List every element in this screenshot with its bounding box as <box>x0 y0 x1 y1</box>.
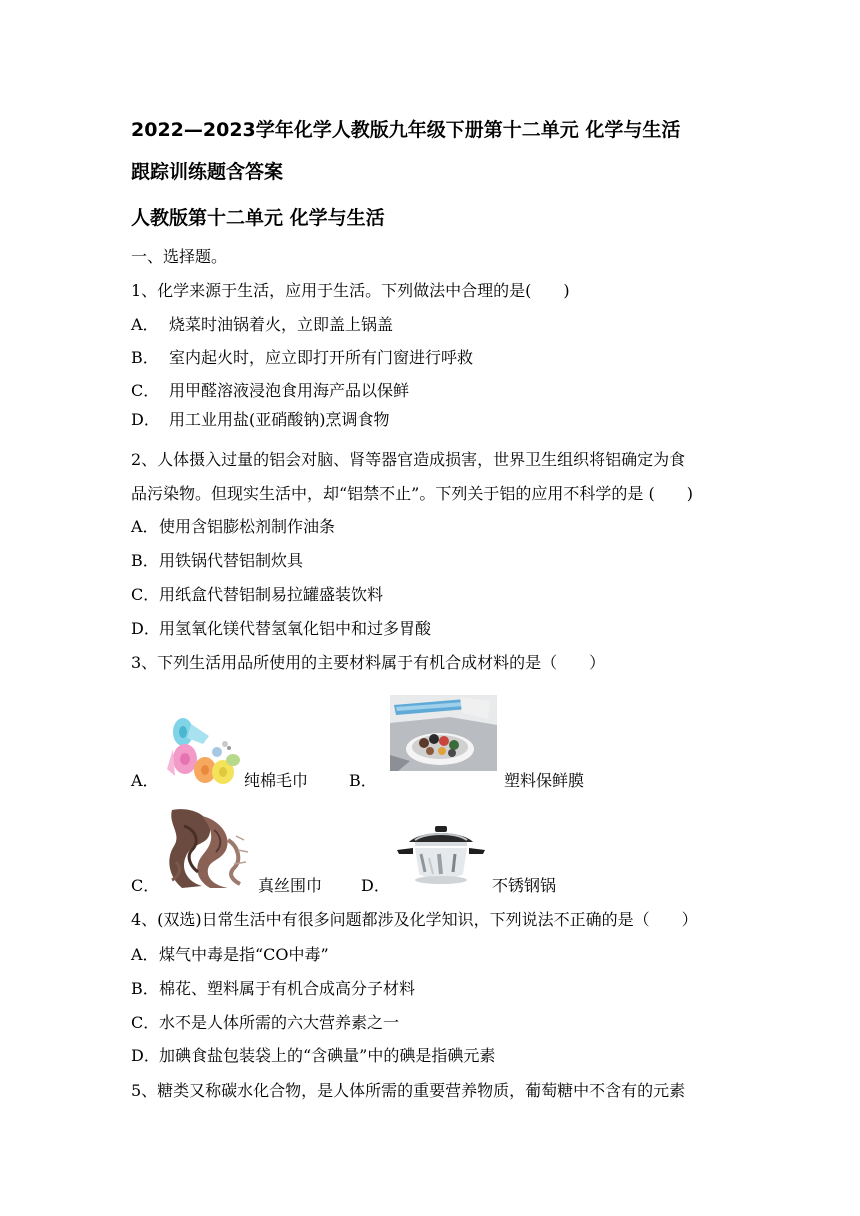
q1-option-b <box>131 348 473 368</box>
q3-option-c-caption: 真丝围巾 <box>258 876 323 895</box>
option-text: 棉花、塑料属于有机合成高分子材料 <box>159 979 416 998</box>
q2-option-b <box>131 551 303 571</box>
option-letter: D． <box>131 619 160 638</box>
q1-option-c <box>131 381 409 401</box>
q4-option-c <box>131 1013 399 1033</box>
option-letter: A． <box>131 945 159 964</box>
towel-rolls-image <box>165 714 245 792</box>
section-heading: 一、选择题。 <box>131 247 228 266</box>
q3-option-d-letter: D． <box>361 876 390 895</box>
q4-stem: 4、(双选)日常生活中有很多问题都涉及化学知识，下列说法不正确的是（ ） <box>131 910 698 929</box>
q3-option-a-letter: A． <box>131 771 159 790</box>
option-letter: C． <box>131 585 160 604</box>
q5-stem: 5、糖类又称碳水化合物，是人体所需的重要营养物质，葡萄糖中不含有的元素 <box>131 1081 686 1100</box>
doc-title-line2: 跟踪训练题含答案 <box>131 161 284 183</box>
option-letter: C． <box>131 381 160 400</box>
doc-subtitle: 人教版第十二单元 化学与生活 <box>131 207 385 229</box>
option-letter: B． <box>131 979 159 998</box>
option-letter: D． <box>131 410 160 429</box>
plastic-wrap-image <box>390 695 497 771</box>
option-letter: B． <box>131 551 159 570</box>
option-text: 烧菜时油锅着火，立即盖上锅盖 <box>169 315 394 334</box>
doc-title-line1: 2022—2023学年化学人教版九年级下册第十二单元 化学与生活 <box>131 119 681 141</box>
q2-stem-line1: 2、人体摄入过量的铝会对脑、肾等器官造成损害，世界卫生组织将铝确定为食 <box>131 450 686 469</box>
q3-stem: 3、下列生活用品所使用的主要材料属于有机合成材料的是（ ） <box>131 653 606 672</box>
option-text: 加碘食盐包装袋上的“含碘量”中的碘是指碘元素 <box>159 1046 496 1065</box>
q2-option-d <box>131 619 431 639</box>
q1-option-d <box>131 410 390 430</box>
steel-pot-image <box>395 824 487 886</box>
option-letter: A． <box>131 315 159 334</box>
option-text: 使用含铝膨松剂制作油条 <box>159 517 336 536</box>
q3-option-d-caption: 不锈钢锅 <box>492 876 557 895</box>
option-text: 用氢氧化镁代替氢氧化铝中和过多胃酸 <box>159 619 432 638</box>
option-letter: C． <box>131 1013 160 1032</box>
option-text: 用铁锅代替铝制炊具 <box>159 551 304 570</box>
q2-option-c <box>131 585 383 605</box>
option-letter: B． <box>131 348 159 367</box>
option-letter: D． <box>131 1046 160 1065</box>
option-letter: A． <box>131 517 159 536</box>
q1-stem: 1、化学来源于生活，应用于生活。下列做法中合理的是( ) <box>131 281 570 300</box>
q3-option-b-letter: B． <box>349 771 377 790</box>
option-text: 用纸盒代替铝制易拉罐盛装饮料 <box>159 585 384 604</box>
q2-option-a <box>131 517 335 537</box>
option-text: 水不是人体所需的六大营养素之一 <box>159 1013 400 1032</box>
option-text: 煤气中毒是指“CO中毒” <box>159 945 329 964</box>
option-text: 用工业用盐(亚硝酸钠)烹调食物 <box>169 410 390 429</box>
q4-option-d <box>131 1046 495 1066</box>
q4-option-b <box>131 979 415 999</box>
q3-option-c-letter: C． <box>131 876 160 895</box>
q2-stem-line2: 品污染物。但现实生活中，却“铝禁不止”。下列关于铝的应用不科学的是 ( ) <box>131 484 693 503</box>
q4-option-a <box>131 945 329 965</box>
q3-option-b-caption: 塑料保鲜膜 <box>504 771 585 790</box>
q1-option-a <box>131 315 393 335</box>
silk-scarf-image <box>162 806 252 890</box>
q3-option-a-caption: 纯棉毛巾 <box>244 771 309 790</box>
option-text: 用甲醛溶液浸泡食用海产品以保鲜 <box>169 381 410 400</box>
option-text: 室内起火时，应立即打开所有门窗进行呼救 <box>169 348 474 367</box>
